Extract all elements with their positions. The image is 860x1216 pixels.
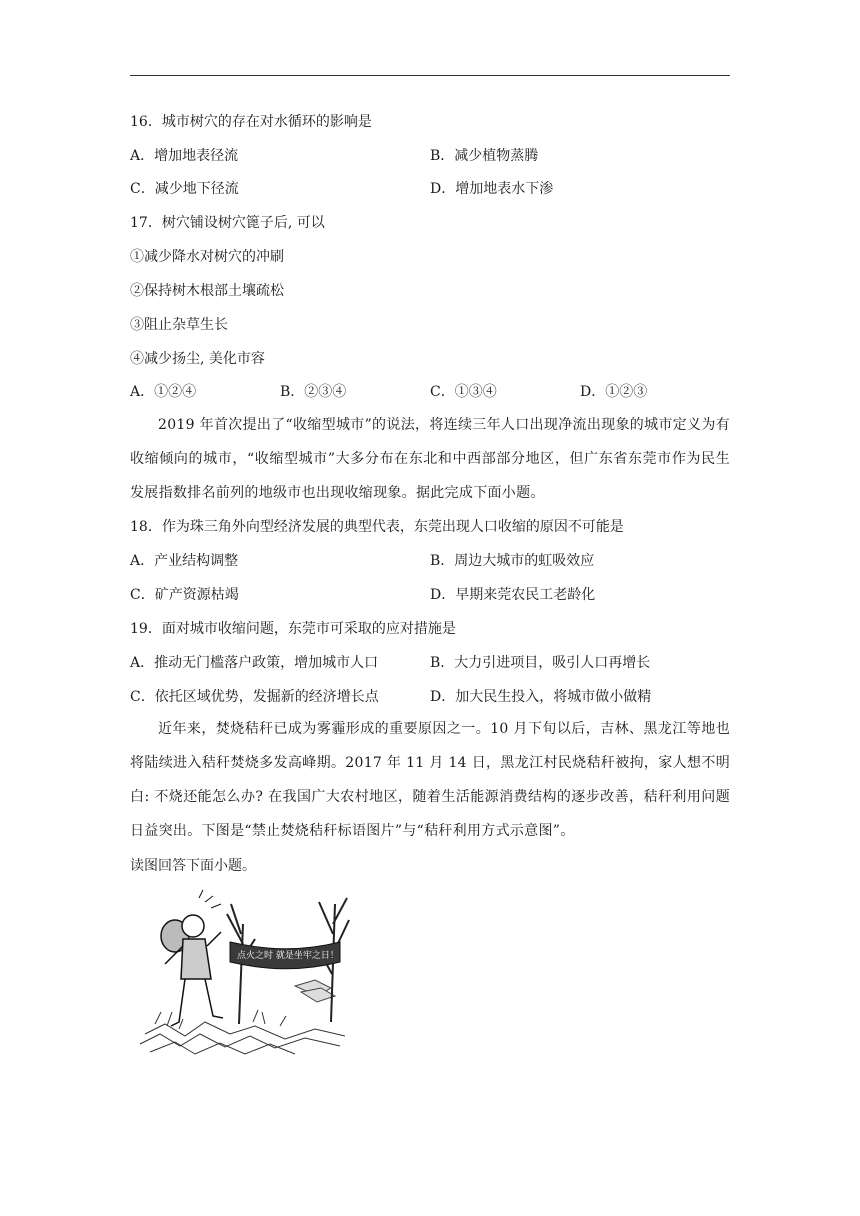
q17-option-d: D．①②③ (580, 384, 648, 400)
q18-option-a: A．产业结构调整 (130, 553, 239, 569)
q18-option-c: C．矿产资源枯竭 (130, 587, 239, 603)
ground-scribble (140, 1010, 345, 1054)
straw-burning-cartoon (135, 884, 365, 1056)
q17-option-c: C．①③④ (430, 384, 497, 400)
q19-option-b: B．大力引进项目，吸引人口再增长 (430, 655, 651, 671)
q17-option-b: B．②③④ (280, 384, 347, 400)
q17-stem: 17．树穴铺设树穴篦子后, 可以 (130, 215, 325, 231)
farmer-figure (161, 890, 223, 1026)
q16-option-a: A．增加地表径流 (130, 148, 239, 164)
banner-slogan-text: 点火之时 就是坐牢之日！ (237, 951, 339, 961)
header-rule (130, 75, 730, 76)
passage-shrinking-city: 2019 年首次提出了“收缩型城市”的说法，将连续三年人口出现净流出现象的城市定义为有收缩倾向的城市，“收缩型城市”大多分布在东北和中西部部分地区，但广东省东莞市作为民生发展指数排名前列的地级市也出现收缩现象。据此完成下面小题。 (130, 417, 730, 501)
q16-stem: 16．城市树穴的存在对水循环的影响是 (130, 114, 372, 130)
straw-pile (295, 980, 335, 1002)
q19-stem: 19．面对城市收缩问题，东莞市可采取的应对措施是 (130, 621, 456, 637)
q16-option-b: B．减少植物蒸腾 (430, 148, 539, 164)
q16-option-c: C．减少地下径流 (130, 181, 239, 197)
q17-option-a: A．①②④ (130, 384, 197, 400)
q16-option-d: D．增加地表水下渗 (430, 181, 554, 197)
passage-straw-burning: 近年来，焚烧秸秆已成为雾霾形成的重要原因之一。10 月下旬以后，吉林、黑龙江等地也将陆续进入秸秆焚烧多发高峰期。2017 年 11 月 14 日，黑龙江村民烧秸秆被拘，家人想不明白: 不烧还能怎么办? 在我国广大农村地区，随着生活能源消费结构的逐步改善，秸秆利用问题日益突出。下图是“禁止焚烧秸秆标语图片”与“秸秆利用方式示意图”。 (130, 721, 730, 839)
q19-option-a: A．推动无门槛落户政策，增加城市人口 (130, 655, 379, 671)
q17-item-1: ①减少降水对树穴的冲刷 (130, 249, 284, 265)
q17-item-3: ③阻止杂草生长 (130, 317, 228, 333)
q17-item-2: ②保持树木根部土壤疏松 (130, 283, 284, 299)
q18-option-d: D．早期来莞农民工老龄化 (430, 587, 596, 603)
q19-option-c: C．依托区域优势，发掘新的经济增长点 (130, 689, 379, 705)
q18-option-b: B．周边大城市的虹吸效应 (430, 553, 595, 569)
read-instruction: 读图回答下面小题。 (130, 858, 256, 874)
q18-stem: 18．作为珠三角外向型经济发展的典型代表，东莞出现人口收缩的原因不可能是 (130, 519, 624, 535)
q17-item-4: ④减少扬尘, 美化市容 (130, 351, 265, 367)
q19-option-d: D．加大民生投入，将城市做小做精 (430, 689, 652, 705)
